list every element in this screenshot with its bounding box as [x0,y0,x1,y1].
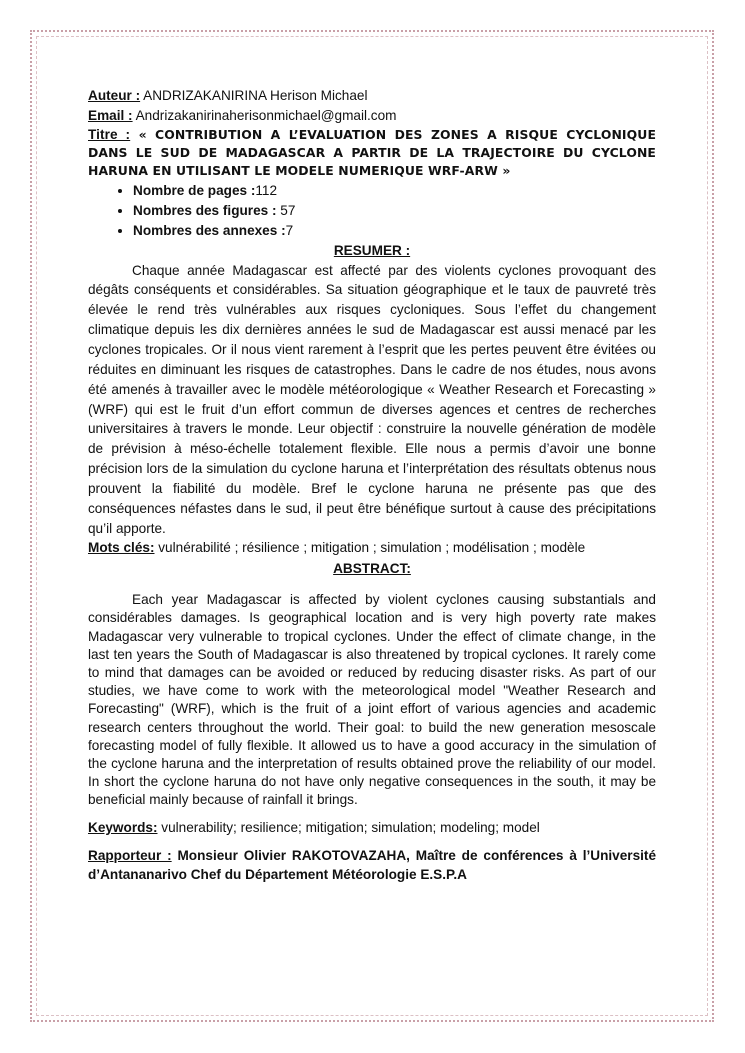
keywords-en: vulnerability; resilience; mitigation; simulation; modeling; model [157,819,540,835]
keywords-fr: vulnérabilité ; résilience ; mitigation ; simulation ; modélisation ; modèle [154,540,586,556]
resume-heading: RESUMER : [333,242,411,258]
stats-list [88,181,656,241]
email-line [88,106,656,126]
title-label: Titre : [88,126,131,142]
document-body [88,86,656,884]
email-label: Email : [88,107,133,123]
stat-label: Nombres des figures : [133,202,277,218]
stat-value: 112 [255,182,278,198]
stat-label: Nombre de pages : [133,182,256,198]
email-value: Andrizakanirinaherisonmichael@gmail.com [135,107,397,123]
list-item [133,181,656,201]
title-line [88,126,656,181]
keywords-label-fr: Mots clés: [88,540,155,556]
author-name: ANDRIZAKANIRINA Herison Michael [143,88,368,103]
list-item [133,201,656,221]
abstract-keywords [88,818,656,838]
resume-text: Chaque année Madagascar est affecté par des violents cyclones provoquant des dégâts conséquents et considérables. Sa situation géographique et le taux de pauvreté très élevée le rend très vulnérables aux risques cycloniques. Sous l’effet du changement climatique depuis les dix dernières années le sud de Madagascar est aussi menacé par les cyclones tropicales. Or il nous vient rarement à l’esprit que les pertes peuvent être évitées ou réduites en diminuant les risques de catastrophes. Dans le cadre de nos études, nous avons été amenés à travailler avec le modèle météorologique « Weather Research et Forecasting » (WRF) qui est le fruit d’un effort commun de diverses agences et centres de recherches universitaires à travers le monde. Leur objectif : construire la nouvelle génération de modèle de prévision à méso-échelle totalement flexible. Elle nous a permis d’avoir une bonne précision lors de la simulation du cyclone haruna et l’interprétation des résultats obtenus nous prouvent la fiabilité du modèle. Bref le cyclone haruna ne présente pas que des conséquences néfastes dans le sud, il peut être bénéfique surtout à cause des précipitations qu’il apporte. [88,262,656,536]
rapporteur-text: Monsieur Olivier RAKOTOVAZAHA, Maître de conférences à l’Université d’Antananarivo Chef du Département Météorologie E.S.P.A [88,847,657,882]
rapporteur-label: Rapporteur : [88,847,172,863]
stat-value: 7 [285,222,294,238]
author-line [88,86,656,106]
stat-value: 57 [276,202,296,218]
title-value: « CONTRIBUTION A L’EVALUATION DES ZONES A RISQUE CYCLONIQUE DANS LE SUD DE MADAGASCAR A PARTIR DE LA TRAJECTOIRE DU CYCLONE HARUNA EN UTILISANT LE MODELE NUMERIQUE WRF-ARW » [88,126,657,179]
list-item [133,221,656,241]
resume-keywords [88,538,656,558]
abstract-text: Each year Madagascar is affected by violent cyclones causing substantials and considérables damages. Is geographical location and is very high poverty rate makes Madagascar very vulnerable to tropical cyclones. Under the effect of climate change, in the last ten years the South of Madagascar is also threatened by tropical cyclones. It rarely come to mind that damages can be avoided or reduced by reducing disaster risks. As part of our studies, we have come to work with the meteorological model "Weather Research and Forecasting" (WRF), which is the fruit of a joint effort of various agencies and academic research centers throughout the world. Their goal: to build the new generation mesoscale forecasting model of fully flexible. It allowed us to have a good accuracy in the simulation of the cyclone haruna and the interpretation of results obtained prove the reliability of our model. In short the cyclone haruna do not have only negative consequences in the south, it may be beneficial mainly because of rainfall it brings. [88,592,656,808]
rapporteur-line [88,846,656,884]
author-label: Auteur : [88,88,141,103]
keywords-label-en: Keywords: [88,819,158,835]
stat-label: Nombres des annexes : [133,222,286,238]
abstract-heading: ABSTRACT: [333,561,411,577]
